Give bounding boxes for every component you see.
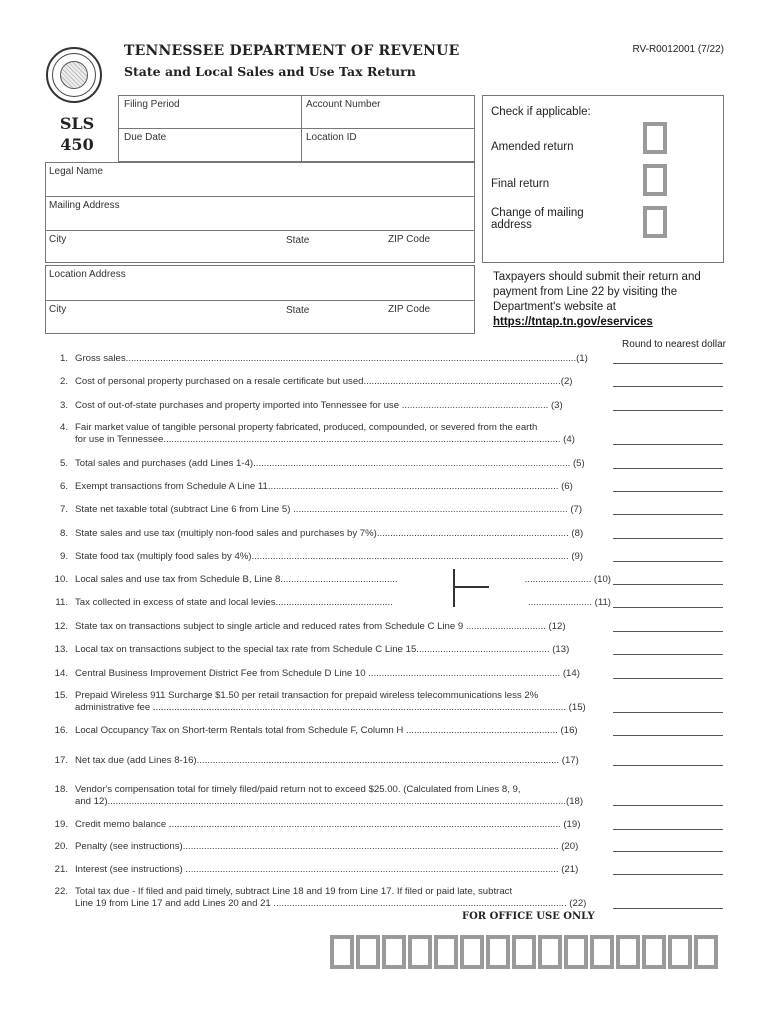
state-label: State [286,235,310,246]
line-6-amount[interactable] [613,491,723,492]
check-if-applicable-panel [482,95,724,263]
office-use-cell [434,935,458,969]
line-1: 1. Gross sales.........................................................................................................................................................................(1) [59,353,588,364]
line-15-amount[interactable] [613,712,723,713]
line-18-amount[interactable] [613,805,723,806]
line-3-amount[interactable] [613,410,723,411]
location-id-field[interactable] [301,128,475,162]
line-11: 11. Tax collected in excess of state and local levies............................................ [55,597,393,608]
line-13: 13. Local tax on transactions subject to the special tax rate from Schedule C Line 15.................................................. (13) [54,644,570,655]
line-10-amount[interactable] [613,584,723,585]
line-10: 10. Local sales and use tax from Schedule B, Line 8............................................ [54,574,398,585]
line-22: 22. Total tax due - If filed and paid timely, subtract Line 18 and 19 from Line 17. If filed or paid late, subtract Line 19 from Line 17 and add Lines 20 and 21 .............................................................................................................. (22) [54,886,587,909]
city-label: City [49,304,67,315]
form-title: State and Local Sales and Use Tax Return [124,64,416,79]
line-7-amount[interactable] [613,514,723,515]
line-11-ref: ........................ (11) [528,597,611,608]
due-date-label: Due Date [124,132,167,143]
mailing-address-label: Mailing Address [49,200,120,211]
line-14-amount[interactable] [613,678,723,679]
zip-label: ZIP Code [388,234,431,245]
location-address-label: Location Address [49,269,126,280]
office-use-cell [512,935,536,969]
line-17-amount[interactable] [613,765,723,766]
final-label: Final return [491,178,550,190]
office-use-boxes-right [486,935,720,971]
line-16: 16. Local Occupancy Tax on Short-term Rentals total from Schedule F, Column H ......................................................... (16) [54,725,578,736]
amended-label: Amended return [491,141,574,153]
filing-period-label: Filing Period [124,99,180,110]
zip-label: ZIP Code [388,304,431,315]
state-label: State [286,305,310,316]
location-id-label: Location ID [306,132,357,143]
account-number-label: Account Number [306,99,381,110]
line-20-amount[interactable] [613,851,723,852]
line-16-amount[interactable] [613,735,723,736]
line-10-ref: ......................... (10) [524,574,611,585]
tennessee-seal-icon [46,47,102,103]
office-use-cell [486,935,510,969]
line-12: 12. State tax on transactions subject to single article and reduced rates from Schedule C Line 9 .............................. (12) [54,621,566,632]
line-3: 3. Cost of out-of-state purchases and property imported into Tennessee for use ....................................................... (3) [59,400,563,411]
final-return-checkbox[interactable] [643,164,667,196]
office-use-cell [538,935,562,969]
form-number: RV-R0012001 (7/22) [632,44,724,55]
office-use-cell [330,935,354,969]
line-5-amount[interactable] [613,468,723,469]
line-19-amount[interactable] [613,829,723,830]
bracket-divider [453,569,455,607]
submission-notice: Taxpayers should submit their return and payment from Line 22 by visiting the Department's website at https://tntap.tn.gov/eservices [493,271,701,328]
line-2-amount[interactable] [613,386,723,387]
line-4-amount[interactable] [613,444,723,445]
amended-return-checkbox[interactable] [643,122,667,154]
office-use-cell [564,935,588,969]
office-use-cell [460,935,484,969]
line-21: 21. Interest (see instructions) ............................................................................................................................................ (21) [54,864,579,875]
line-5: 5. Total sales and purchases (add Lines 1-4)....................................................................................................................... (5) [59,458,585,469]
office-use-cell [382,935,406,969]
change-address-label: Change of mailing address [491,207,584,231]
line-12-amount[interactable] [613,631,723,632]
location-city-state-zip-field[interactable] [45,300,475,334]
change-of-address-checkbox[interactable] [643,206,667,238]
office-use-cell [616,935,640,969]
legal-name-label: Legal Name [49,166,103,177]
line-11-amount[interactable] [613,607,723,608]
office-use-heading: FOR OFFICE USE ONLY [462,911,595,922]
bracket-divider-tick [453,586,489,588]
mailing-city-state-zip-field[interactable] [45,230,475,263]
round-note: Round to nearest dollar [622,339,726,350]
line-2: 2. Cost of personal property purchased on a resale certificate but used..........................................................................(2) [59,376,573,387]
department-name: TENNESSEE DEPARTMENT OF REVENUE [124,43,460,59]
line-15: 15. Prepaid Wireless 911 Surcharge $1.50 per retail transaction for prepaid wireless telecommunications less 2% administrative fee ........................................................................................................................................................... (15) [54,690,586,713]
office-use-cell [694,935,718,969]
line-8: 8. State sales and use tax (multiply non-food sales and purchases by 7%)........................................................................ (8) [59,528,584,539]
location-address-field[interactable] [45,265,475,301]
line-9: 9. State food tax (multiply food sales by 4%)....................................................................................................................... (9) [59,551,584,562]
line-4: 4. Fair market value of tangible personal property fabricated, produced, compounded, or severed from the earth for use in Tennessee..................................................................................................................................................... (4) [59,422,575,445]
line-13-amount[interactable] [613,654,723,655]
office-use-cell [668,935,692,969]
line-9-amount[interactable] [613,561,723,562]
office-use-cell [642,935,666,969]
line-14: 14. Central Business Improvement District Fee from Schedule D Line 10 ........................................................................ (14) [54,668,580,679]
line-20: 20. Penalty (see instructions)............................................................................................................................................. (20) [54,841,579,852]
line-18: 18. Vendor's compensation total for timely filed/paid return not to exceed $25.00. (Calculated from Lines 8, 9, and 12)............................................................................................................................................................................(18) [54,784,584,807]
line-17: 17. Net tax due (add Lines 8-16)........................................................................................................................................ (17) [54,755,579,766]
office-use-cell [356,935,380,969]
check-heading: Check if applicable: [491,106,591,118]
legal-name-field[interactable] [45,162,475,197]
mailing-address-field[interactable] [45,196,475,231]
form-code: SLS 450 [59,114,95,154]
account-number-field[interactable] [301,95,475,129]
line-1-amount[interactable] [613,363,723,364]
eservices-link[interactable]: https://tntap.tn.gov/eservices [493,316,653,328]
office-use-cell [408,935,432,969]
line-19: 19. Credit memo balance ................................................................................................................................................... (19) [54,819,581,830]
line-8-amount[interactable] [613,538,723,539]
filing-period-field[interactable] [118,95,302,129]
line-21-amount[interactable] [613,874,723,875]
line-22-amount[interactable] [613,908,723,909]
office-use-boxes-left [330,935,486,971]
due-date-field[interactable] [118,128,302,162]
line-6: 6. Exempt transactions from Schedule A Line 11............................................................................................................. (6) [59,481,573,492]
line-7: 7. State net taxable total (subtract Line 6 from Line 5) ....................................................................................................... (7) [59,504,583,515]
office-use-cell [590,935,614,969]
city-label: City [49,234,67,245]
